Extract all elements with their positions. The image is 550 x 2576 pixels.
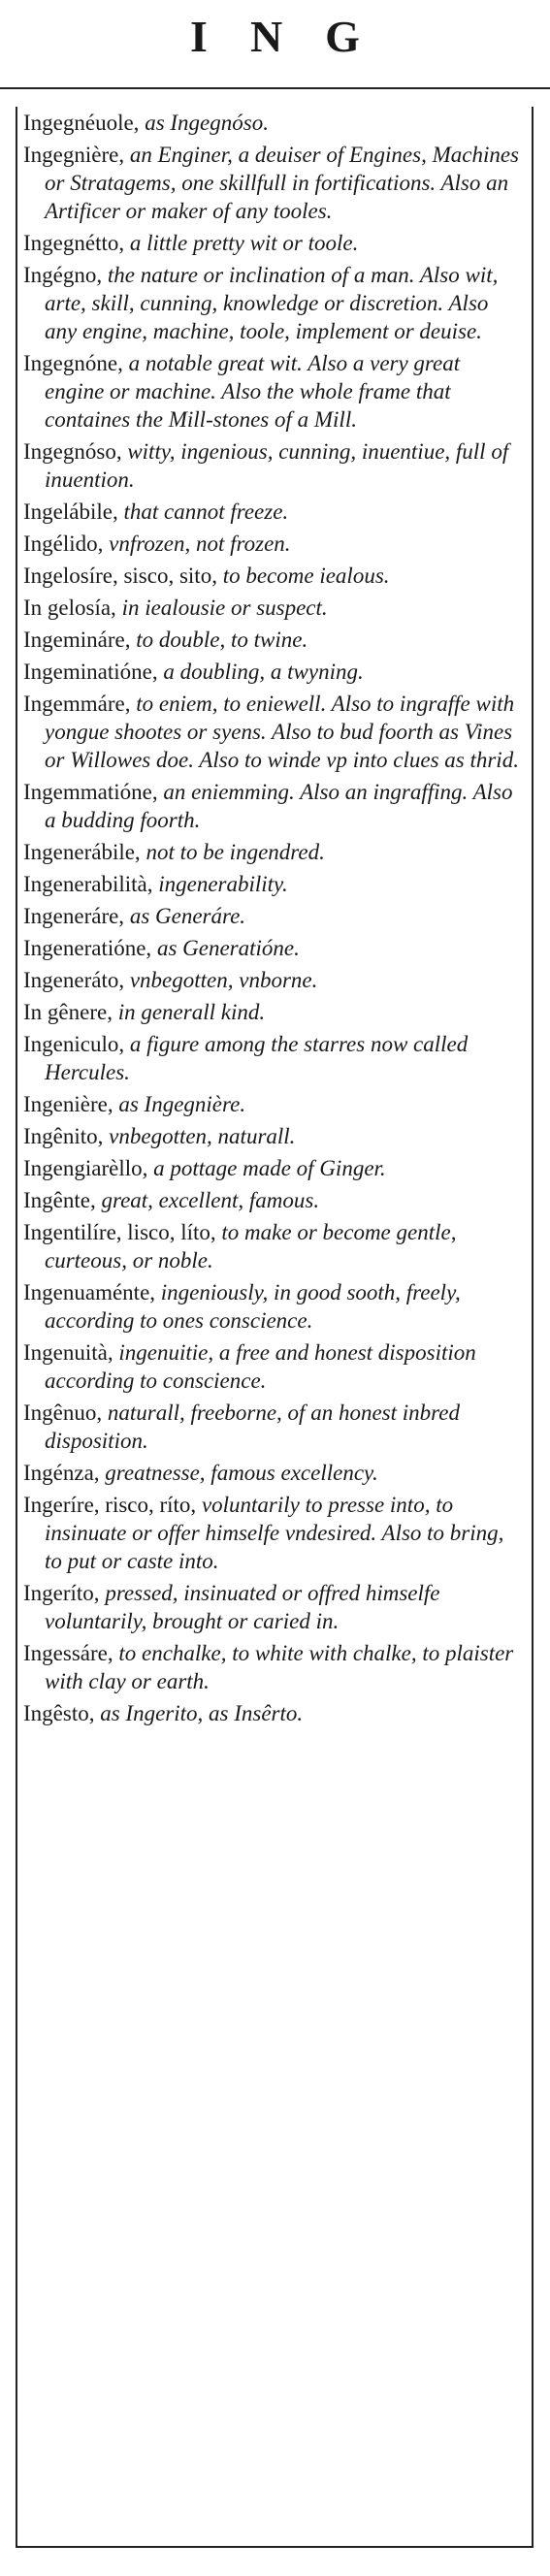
column-left-rule — [16, 107, 17, 2547]
entry-headword: Ingentilíre, lisco, líto, — [23, 1220, 216, 1244]
entry-definition: an eniemming. Also an ingraffing. Also a budding foorth. — [45, 780, 513, 832]
entry-headword: Ingegnétto, — [23, 231, 125, 255]
entry-headword: Ingelábile, — [23, 499, 118, 524]
entry-headword: Ingelosíre, sisco, sito, — [23, 564, 217, 588]
entry-headword: Ingeríto, — [23, 1581, 100, 1605]
entry-definition: a notable great wit. Also a very great engine or machine. Also the whole frame that containes the Mill-stones of a Mill. — [45, 351, 461, 432]
entry-headword: Ingeríre, risco, ríto, — [23, 1493, 197, 1517]
entry-headword: Ingenière, — [23, 1092, 113, 1116]
entry-definition: to make or become gentle, curteous, or noble. — [45, 1220, 457, 1272]
dictionary-entry — [23, 1459, 524, 1487]
dictionary-entry — [23, 626, 524, 654]
dictionary-entry — [23, 349, 524, 434]
entry-headword: Ingenerábile, — [23, 840, 141, 864]
entry-definition: voluntarily to presse into, to insinuate or offer himselfe vndesired. Also to bring, to put or caste into. — [45, 1493, 504, 1573]
entry-definition: as Ingegnóso. — [139, 111, 269, 135]
entry-headword: Ingeneráre, — [23, 904, 125, 928]
entry-headword: Ingégno, — [23, 263, 103, 287]
entry-headword: Ingenuità, — [23, 1340, 113, 1365]
dictionary-entry — [23, 1218, 524, 1274]
entry-headword: In gênere, — [23, 1000, 113, 1024]
entry-definition: to double, to twine. — [130, 628, 308, 652]
dictionary-entry — [23, 530, 524, 558]
dictionary-entry — [23, 1699, 524, 1727]
dictionary-entry — [23, 902, 524, 930]
entry-definition: ingenuitie, a free and honest disposition according to conscience. — [45, 1340, 476, 1393]
entry-definition: ingeniously, in good sooth, freely, according to ones conscience. — [45, 1280, 461, 1333]
entry-definition: witty, ingenious, cunning, inuentiue, full of inuention. — [45, 439, 509, 492]
entry-headword: Ingénza, — [23, 1461, 100, 1485]
entry-definition: not to be ingendred. — [140, 840, 325, 864]
entry-definition: the nature or inclination of a man. Also wit, arte, skill, cunning, knowledge or discretion. Also any engine, machine, toole, implement or deuise. — [45, 263, 499, 343]
entry-definition: a doubling, a twyning. — [157, 660, 364, 684]
dictionary-entry — [23, 1154, 524, 1182]
entry-definition: a figure among the starres now called Hercules. — [45, 1032, 469, 1084]
entry-headword: Ingeminatióne, — [23, 660, 158, 684]
entry-headword: In gelosía, — [23, 596, 116, 620]
entry-headword: Ingênito, — [23, 1124, 104, 1148]
dictionary-entry — [23, 109, 524, 137]
entry-headword: Ingegnóso, — [23, 439, 122, 464]
entry-headword: Ingemmatióne, — [23, 780, 158, 804]
dictionary-entry — [23, 778, 524, 834]
dictionary-entry — [23, 498, 524, 526]
entry-headword: Ingemináre, — [23, 628, 131, 652]
entry-definition: ingenerability. — [152, 872, 288, 896]
dictionary-entry — [23, 658, 524, 686]
entry-definition: to eniem, to eniewell. Also to ingraffe with yongue shootes or syens. Also to bud foorth as Vines or Willowes doe. Also to winde vp into clues as thrid. — [45, 692, 519, 772]
entry-definition: greatnesse, famous excellency. — [99, 1461, 378, 1485]
entry-definition: vnbegotten, vnborne. — [124, 968, 318, 992]
entry-definition: vnbegotten, naturall. — [103, 1124, 296, 1148]
entry-definition: as Ingerito, as Insêrto. — [94, 1701, 304, 1725]
entry-definition: as Generáre. — [124, 904, 246, 928]
entry-definition: a pottage made of Ginger. — [147, 1156, 386, 1180]
dictionary-entry — [23, 1030, 524, 1086]
dictionary-entry — [23, 1090, 524, 1118]
entry-definition: as Generatióne. — [151, 936, 300, 960]
dictionary-entry — [23, 1122, 524, 1150]
page-header — [0, 0, 550, 87]
running-head-title: ING — [190, 12, 403, 61]
entry-headword: Ingélido, — [23, 531, 104, 556]
entry-headword: Ingengiarèllo, — [23, 1156, 148, 1180]
dictionary-entry — [23, 594, 524, 622]
entry-definition: an Enginer, a deuiser of Engines, Machines or Stratagems, one skillfull in fortifications. Also an Artificer or maker of any tooles. — [45, 143, 520, 223]
dictionary-entry — [23, 1278, 524, 1335]
entry-headword: Ingênte, — [23, 1188, 96, 1212]
entry-headword: Ingegnóne, — [23, 351, 123, 375]
entry-headword: Ingeniculo, — [23, 1032, 125, 1056]
entry-headword: Ingêsto, — [23, 1701, 95, 1725]
dictionary-entry — [23, 1338, 524, 1395]
entry-headword: Ingessáre, — [23, 1641, 113, 1665]
entry-headword: Ingegnière, — [23, 143, 125, 167]
dictionary-entry — [23, 966, 524, 994]
entry-definition: naturall, freeborne, of an honest inbred disposition. — [45, 1401, 460, 1453]
entry-definition: to become iealous. — [216, 564, 390, 588]
entry-definition: to enchalke, to white with chalke, to plaister with clay or earth. — [45, 1641, 514, 1693]
entry-definition: in iealousie or suspect. — [115, 596, 328, 620]
dictionary-column — [23, 109, 524, 1731]
entry-headword: Ingegnéuole, — [23, 111, 140, 135]
entry-headword: Ingemmáre, — [23, 692, 131, 716]
dictionary-entry — [23, 141, 524, 225]
entry-definition: in generall kind. — [112, 1000, 266, 1024]
dictionary-entry — [23, 562, 524, 590]
dictionary-entry — [23, 870, 524, 898]
dictionary-entry — [23, 437, 524, 494]
entry-headword: Ingenerabilità, — [23, 872, 153, 896]
entry-headword: Ingênuo, — [23, 1401, 103, 1425]
entry-headword: Ingeneratióne, — [23, 936, 152, 960]
entry-definition: that cannot freeze. — [117, 499, 289, 524]
dictionary-entry — [23, 690, 524, 774]
column-bottom-rule — [16, 2546, 534, 2548]
entry-definition: great, excellent, famous. — [95, 1188, 320, 1212]
entry-headword: Ingeneráto, — [23, 968, 125, 992]
column-right-rule — [532, 107, 534, 2547]
entry-definition: a little pretty wit or toole. — [124, 231, 359, 255]
dictionary-entry — [23, 838, 524, 866]
entry-definition: as Ingegnière. — [113, 1092, 246, 1116]
dictionary-entry — [23, 229, 524, 257]
dictionary-entry — [23, 261, 524, 345]
dictionary-entry — [23, 1186, 524, 1214]
entry-headword: Ingenuaménte, — [23, 1280, 156, 1304]
dictionary-entry — [23, 1491, 524, 1575]
dictionary-entry — [23, 1399, 524, 1455]
entry-definition: pressed, insinuated or offred himselfe voluntarily, brought or caried in. — [45, 1581, 440, 1633]
dictionary-entry — [23, 1639, 524, 1695]
entry-definition: vnfrozen, not frozen. — [103, 531, 291, 556]
dictionary-entry — [23, 1579, 524, 1635]
dictionary-entry — [23, 934, 524, 962]
header-rule — [0, 87, 550, 89]
dictionary-entry — [23, 998, 524, 1026]
